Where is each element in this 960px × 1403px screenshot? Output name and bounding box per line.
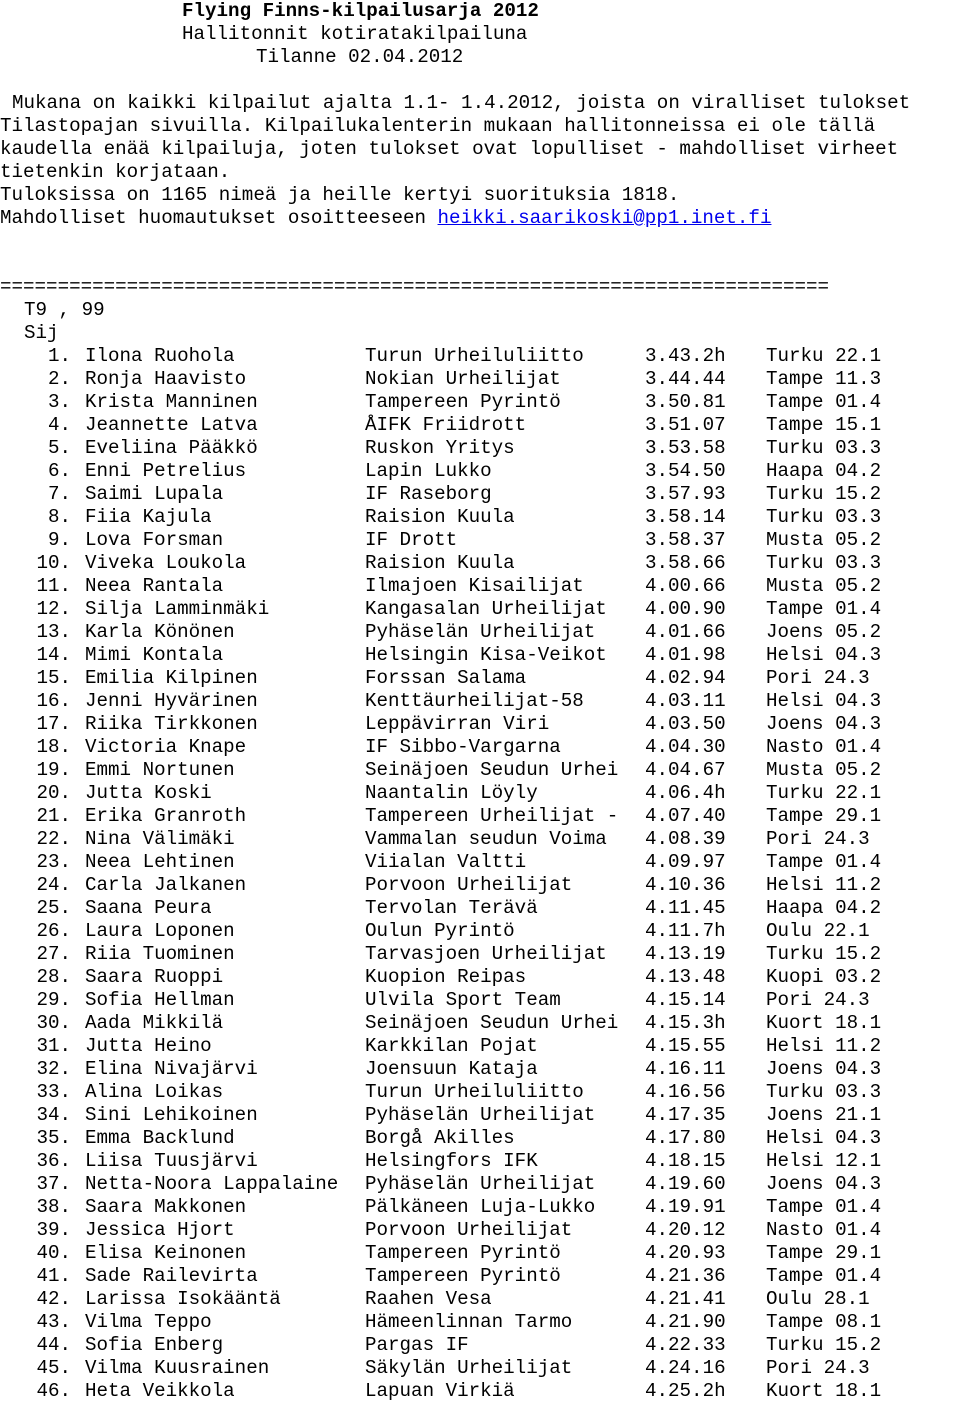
result-rank: 46. (36, 1380, 71, 1402)
result-time: 4.19.91 (645, 1196, 726, 1218)
result-name: Alina Loikas (85, 1081, 224, 1103)
result-rank: 42. (36, 1288, 71, 1310)
table-row (0, 437, 960, 460)
result-rank: 28. (36, 966, 71, 988)
table-row (0, 1173, 960, 1196)
result-place: Turku 03.3 (766, 552, 882, 574)
result-place: Turku 03.3 (766, 437, 882, 459)
result-time: 4.15.3h (645, 1012, 726, 1034)
result-time: 4.21.90 (645, 1311, 726, 1333)
table-row (0, 575, 960, 598)
result-place: Tampe 08.1 (766, 1311, 882, 1333)
result-name: Saara Ruoppi (85, 966, 224, 988)
result-place: Helsi 04.3 (766, 644, 882, 666)
result-place: Helsi 04.3 (766, 1127, 882, 1149)
table-row (0, 1380, 960, 1403)
result-club: Helsingfors IFK (365, 1150, 538, 1172)
table-row (0, 414, 960, 437)
result-rank: 30. (36, 1012, 71, 1034)
result-name: Netta-Noora Lappalaine (85, 1173, 339, 1195)
result-place: Tampe 29.1 (766, 805, 882, 827)
result-place: Tampe 01.4 (766, 598, 882, 620)
result-place: Joens 04.3 (766, 1173, 882, 1195)
result-place: Joens 05.2 (766, 621, 882, 643)
result-place: Turku 15.2 (766, 1334, 882, 1356)
result-club: Forssan Salama (365, 667, 527, 689)
result-club: IF Drott (365, 529, 458, 551)
result-club: Viialan Valtti (365, 851, 527, 873)
result-place: Joens 04.3 (766, 1058, 882, 1080)
result-rank: 3. (47, 391, 71, 413)
result-time: 4.19.60 (645, 1173, 726, 1195)
result-time: 4.15.14 (645, 989, 726, 1011)
result-club: Karkkilan Pojat (365, 1035, 538, 1057)
result-name: Sade Railevirta (85, 1265, 258, 1287)
result-name: Jutta Heino (85, 1035, 212, 1057)
result-place: Kuort 18.1 (766, 1380, 882, 1402)
result-rank: 18. (36, 736, 71, 758)
result-rank: 19. (36, 759, 71, 781)
result-club: Nokian Urheilijat (365, 368, 561, 390)
result-name: Heta Veikkola (85, 1380, 235, 1402)
table-row (0, 345, 960, 368)
intro-line-2: Tilastopajan sivuilla. Kilpailukalenterin mukaan hallitonneissa ei ole tällä (0, 115, 876, 137)
result-place: Turku 22.1 (766, 782, 882, 804)
result-time: 3.44.44 (645, 368, 726, 390)
result-name: Silja Lamminmäki (85, 598, 270, 620)
result-name: Jeannette Latva (85, 414, 258, 436)
table-row (0, 1104, 960, 1127)
table-row (0, 805, 960, 828)
result-time: 4.13.48 (645, 966, 726, 988)
table-row (0, 989, 960, 1012)
result-club: IF Sibbo-Vargarna (365, 736, 561, 758)
result-club: Tampereen Pyrintö (365, 1265, 561, 1287)
result-time: 4.04.30 (645, 736, 726, 758)
result-name: Jutta Koski (85, 782, 212, 804)
result-place: Musta 05.2 (766, 529, 882, 551)
table-row (0, 483, 960, 506)
result-name: Riika Tirkkonen (85, 713, 258, 735)
result-rank: 14. (36, 644, 71, 666)
result-club: Ilmajoen Kisailijat (365, 575, 584, 597)
result-rank: 5. (47, 437, 71, 459)
result-rank: 36. (36, 1150, 71, 1172)
result-place: Musta 05.2 (766, 575, 882, 597)
result-rank: 41. (36, 1265, 71, 1287)
result-name: Emma Backlund (85, 1127, 235, 1149)
result-rank: 8. (47, 506, 71, 528)
result-place: Joens 21.1 (766, 1104, 882, 1126)
table-row (0, 874, 960, 897)
result-name: Laura Loponen (85, 920, 235, 942)
result-rank: 4. (47, 414, 71, 436)
result-place: Tampe 01.4 (766, 391, 882, 413)
result-club: Raision Kuula (365, 506, 515, 528)
result-name: Neea Rantala (85, 575, 224, 597)
result-name: Carla Jalkanen (85, 874, 247, 896)
result-time: 3.58.37 (645, 529, 726, 551)
result-club: Tampereen Pyrintö (365, 391, 561, 413)
table-row (0, 1012, 960, 1035)
result-time: 4.11.7h (645, 920, 726, 942)
result-place: Helsi 12.1 (766, 1150, 882, 1172)
result-name: Saimi Lupala (85, 483, 224, 505)
result-club: Pyhäselän Urheilijat (365, 621, 596, 643)
table-row (0, 506, 960, 529)
result-club: Pargas IF (365, 1334, 469, 1356)
result-name: Jenni Hyvärinen (85, 690, 258, 712)
result-time: 3.53.58 (645, 437, 726, 459)
page-subtitle: Hallitonnit kotiratakilpailuna (182, 23, 528, 45)
result-time: 3.58.14 (645, 506, 726, 528)
result-rank: 11. (36, 575, 71, 597)
result-place: Pori 24.3 (766, 1357, 870, 1379)
table-row (0, 1081, 960, 1104)
result-place: Tampe 29.1 (766, 1242, 882, 1264)
result-time: 4.24.16 (645, 1357, 726, 1379)
result-time: 4.20.12 (645, 1219, 726, 1241)
result-rank: 7. (47, 483, 71, 505)
result-club: Ulvila Sport Team (365, 989, 561, 1011)
result-time: 4.00.66 (645, 575, 726, 597)
result-place: Tampe 15.1 (766, 414, 882, 436)
result-place: Pori 24.3 (766, 989, 870, 1011)
result-name: Erika Granroth (85, 805, 247, 827)
result-place: Turku 15.2 (766, 943, 882, 965)
table-row (0, 828, 960, 851)
result-time: 4.11.45 (645, 897, 726, 919)
result-time: 4.17.35 (645, 1104, 726, 1126)
result-place: Turku 03.3 (766, 506, 882, 528)
contact-prefix: Mahdolliset huomautukset osoitteeseen (0, 207, 438, 229)
result-name: Sofia Enberg (85, 1334, 224, 1356)
result-name: Karla Könönen (85, 621, 235, 643)
result-rank: 26. (36, 920, 71, 942)
result-time: 4.08.39 (645, 828, 726, 850)
table-row (0, 713, 960, 736)
result-time: 3.50.81 (645, 391, 726, 413)
table-row (0, 782, 960, 805)
table-row (0, 1196, 960, 1219)
result-rank: 37. (36, 1173, 71, 1195)
result-name: Enni Petrelius (85, 460, 247, 482)
result-place: Helsi 11.2 (766, 874, 882, 896)
result-place: Pori 24.3 (766, 828, 870, 850)
result-name: Nina Välimäki (85, 828, 235, 850)
result-rank: 45. (36, 1357, 71, 1379)
result-place: Joens 04.3 (766, 713, 882, 735)
result-rank: 12. (36, 598, 71, 620)
result-club: Tampereen Urheilijat - (365, 805, 619, 827)
table-row (0, 598, 960, 621)
result-time: 4.20.93 (645, 1242, 726, 1264)
result-time: 3.54.50 (645, 460, 726, 482)
result-club: ÅIFK Friidrott (365, 414, 527, 436)
result-club: Pälkäneen Luja-Lukko (365, 1196, 596, 1218)
result-club: Porvoon Urheilijat (365, 1219, 573, 1241)
result-club: Raision Kuula (365, 552, 515, 574)
result-club: Lapuan Virkiä (365, 1380, 515, 1402)
result-rank: 17. (36, 713, 71, 735)
table-row (0, 966, 960, 989)
table-row (0, 1150, 960, 1173)
result-rank: 35. (36, 1127, 71, 1149)
result-time: 4.01.98 (645, 644, 726, 666)
result-time: 4.09.97 (645, 851, 726, 873)
result-rank: 39. (36, 1219, 71, 1241)
result-time: 4.25.2h (645, 1380, 726, 1402)
result-club: Tarvasjoen Urheilijat (365, 943, 607, 965)
result-club: Pyhäselän Urheilijat (365, 1104, 596, 1126)
intro-line-4: tietenkin korjataan. (0, 161, 231, 183)
result-name: Lova Forsman (85, 529, 224, 551)
result-place: Turku 22.1 (766, 345, 882, 367)
result-time: 4.10.36 (645, 874, 726, 896)
result-time: 4.18.15 (645, 1150, 726, 1172)
result-time: 3.57.93 (645, 483, 726, 505)
table-row (0, 897, 960, 920)
result-rank: 20. (36, 782, 71, 804)
result-club: Porvoon Urheilijat (365, 874, 573, 896)
result-club: Turun Urheiluliitto (365, 1081, 584, 1103)
table-row (0, 552, 960, 575)
result-rank: 23. (36, 851, 71, 873)
rank-column-header: Sij (24, 322, 59, 344)
result-name: Fiia Kajula (85, 506, 212, 528)
result-name: Ilona Ruohola (85, 345, 235, 367)
section-heading: T9 , 99 (24, 299, 105, 321)
result-rank: 16. (36, 690, 71, 712)
table-row (0, 1265, 960, 1288)
result-name: Saana Peura (85, 897, 212, 919)
result-time: 4.16.11 (645, 1058, 726, 1080)
result-place: Turku 15.2 (766, 483, 882, 505)
result-rank: 29. (36, 989, 71, 1011)
table-row (0, 1357, 960, 1380)
table-row (0, 391, 960, 414)
result-club: Borgå Akilles (365, 1127, 515, 1149)
result-name: Sofia Hellman (85, 989, 235, 1011)
result-club: Lapin Lukko (365, 460, 492, 482)
table-row (0, 529, 960, 552)
table-row (0, 368, 960, 391)
result-time: 4.21.36 (645, 1265, 726, 1287)
result-rank: 2. (47, 368, 71, 390)
result-rank: 34. (36, 1104, 71, 1126)
table-row (0, 759, 960, 782)
result-place: Tampe 11.3 (766, 368, 882, 390)
result-name: Viveka Loukola (85, 552, 247, 574)
table-row (0, 1311, 960, 1334)
table-row (0, 1035, 960, 1058)
intro-line-5: Tuloksissa on 1165 nimeä ja heille kertyi suorituksia 1818. (0, 184, 680, 206)
result-club: Tampereen Pyrintö (365, 1242, 561, 1264)
result-time: 4.03.50 (645, 713, 726, 735)
result-rank: 13. (36, 621, 71, 643)
result-time: 4.22.33 (645, 1334, 726, 1356)
result-name: Victoria Knape (85, 736, 247, 758)
result-time: 4.03.11 (645, 690, 726, 712)
result-rank: 21. (36, 805, 71, 827)
result-time: 3.51.07 (645, 414, 726, 436)
result-rank: 27. (36, 943, 71, 965)
result-name: Emilia Kilpinen (85, 667, 258, 689)
result-name: Mimi Kontala (85, 644, 224, 666)
table-row (0, 1219, 960, 1242)
result-club: Oulun Pyrintö (365, 920, 515, 942)
page-title: Flying Finns-kilpailusarja 2012 (182, 0, 539, 22)
result-name: Vilma Kuusrainen (85, 1357, 270, 1379)
result-club: Ruskon Yritys (365, 437, 515, 459)
result-time: 3.58.66 (645, 552, 726, 574)
result-club: Seinäjoen Seudun Urhei (365, 1012, 619, 1034)
result-name: Neea Lehtinen (85, 851, 235, 873)
result-club: Seinäjoen Seudun Urhei (365, 759, 619, 781)
result-time: 4.17.80 (645, 1127, 726, 1149)
table-row (0, 1127, 960, 1150)
table-row (0, 851, 960, 874)
result-club: Säkylän Urheilijat (365, 1357, 573, 1379)
result-time: 4.16.56 (645, 1081, 726, 1103)
table-row (0, 621, 960, 644)
table-row (0, 1058, 960, 1081)
contact-line (0, 207, 771, 230)
result-place: Tampe 01.4 (766, 1265, 882, 1287)
result-name: Elina Nivajärvi (85, 1058, 258, 1080)
result-time: 4.02.94 (645, 667, 726, 689)
table-row (0, 1334, 960, 1357)
result-name: Vilma Teppo (85, 1311, 212, 1333)
result-time: 4.06.4h (645, 782, 726, 804)
result-place: Haapa 04.2 (766, 460, 882, 482)
result-rank: 43. (36, 1311, 71, 1333)
result-place: Kuort 18.1 (766, 1012, 882, 1034)
result-rank: 24. (36, 874, 71, 896)
result-place: Nasto 01.4 (766, 736, 882, 758)
table-row (0, 460, 960, 483)
result-place: Tampe 01.4 (766, 1196, 882, 1218)
table-row (0, 1288, 960, 1311)
result-club: Kenttäurheilijat-58 (365, 690, 584, 712)
result-rank: 10. (36, 552, 71, 574)
result-rank: 9. (47, 529, 71, 551)
result-name: Saara Makkonen (85, 1196, 247, 1218)
result-club: Vammalan seudun Voima (365, 828, 607, 850)
result-club: Tervolan Terävä (365, 897, 538, 919)
result-place: Oulu 28.1 (766, 1288, 870, 1310)
email-link[interactable]: heikki.saarikoski@pp1.inet.fi (437, 207, 772, 229)
intro-line-3: kaudella enää kilpailuja, joten tulokset ovat lopulliset - mahdolliset virheet (0, 138, 899, 160)
table-row (0, 943, 960, 966)
result-club: Leppävirran Viri (365, 713, 550, 735)
result-name: Krista Manninen (85, 391, 258, 413)
result-place: Turku 03.3 (766, 1081, 882, 1103)
result-club: Helsingin Kisa-Veikot (365, 644, 607, 666)
result-place: Helsi 04.3 (766, 690, 882, 712)
result-place: Tampe 01.4 (766, 851, 882, 873)
result-time: 3.43.2h (645, 345, 726, 367)
result-name: Liisa Tuusjärvi (85, 1150, 258, 1172)
result-club: Kuopion Reipas (365, 966, 527, 988)
table-row (0, 920, 960, 943)
result-name: Sini Lehikoinen (85, 1104, 258, 1126)
separator-line: ======================================================================== (0, 276, 830, 298)
result-club: Pyhäselän Urheilijat (365, 1173, 596, 1195)
result-rank: 40. (36, 1242, 71, 1264)
result-name: Emmi Nortunen (85, 759, 235, 781)
result-rank: 31. (36, 1035, 71, 1057)
result-time: 4.21.41 (645, 1288, 726, 1310)
result-club: Hämeenlinnan Tarmo (365, 1311, 573, 1333)
result-rank: 44. (36, 1334, 71, 1356)
result-name: Ronja Haavisto (85, 368, 247, 390)
result-time: 4.00.90 (645, 598, 726, 620)
result-rank: 1. (47, 345, 71, 367)
result-place: Pori 24.3 (766, 667, 870, 689)
table-row (0, 1242, 960, 1265)
result-rank: 6. (47, 460, 71, 482)
result-time: 4.04.67 (645, 759, 726, 781)
result-place: Kuopi 03.2 (766, 966, 882, 988)
result-rank: 38. (36, 1196, 71, 1218)
result-place: Helsi 11.2 (766, 1035, 882, 1057)
result-time: 4.07.40 (645, 805, 726, 827)
intro-line-1: Mukana on kaikki kilpailut ajalta 1.1- 1.4.2012, joista on viralliset tulokset (12, 92, 911, 114)
result-rank: 33. (36, 1081, 71, 1103)
result-club: Raahen Vesa (365, 1288, 492, 1310)
table-row (0, 667, 960, 690)
result-club: Joensuun Kataja (365, 1058, 538, 1080)
result-club: Naantalin Löyly (365, 782, 538, 804)
result-rank: 22. (36, 828, 71, 850)
result-time: 4.01.66 (645, 621, 726, 643)
result-name: Jessica Hjort (85, 1219, 235, 1241)
result-rank: 32. (36, 1058, 71, 1080)
result-name: Riia Tuominen (85, 943, 235, 965)
result-name: Aada Mikkilä (85, 1012, 224, 1034)
table-row (0, 644, 960, 667)
result-time: 4.15.55 (645, 1035, 726, 1057)
status-date: Tilanne 02.04.2012 (256, 46, 464, 68)
table-row (0, 736, 960, 759)
result-club: Kangasalan Urheilijat (365, 598, 607, 620)
result-place: Oulu 22.1 (766, 920, 870, 942)
result-time: 4.13.19 (645, 943, 726, 965)
result-place: Nasto 01.4 (766, 1219, 882, 1241)
result-place: Haapa 04.2 (766, 897, 882, 919)
result-rank: 15. (36, 667, 71, 689)
result-name: Larissa Isokääntä (85, 1288, 281, 1310)
result-name: Eveliina Pääkkö (85, 437, 258, 459)
table-row (0, 690, 960, 713)
result-club: IF Raseborg (365, 483, 492, 505)
result-place: Musta 05.2 (766, 759, 882, 781)
result-rank: 25. (36, 897, 71, 919)
result-name: Elisa Keinonen (85, 1242, 247, 1264)
result-club: Turun Urheiluliitto (365, 345, 584, 367)
